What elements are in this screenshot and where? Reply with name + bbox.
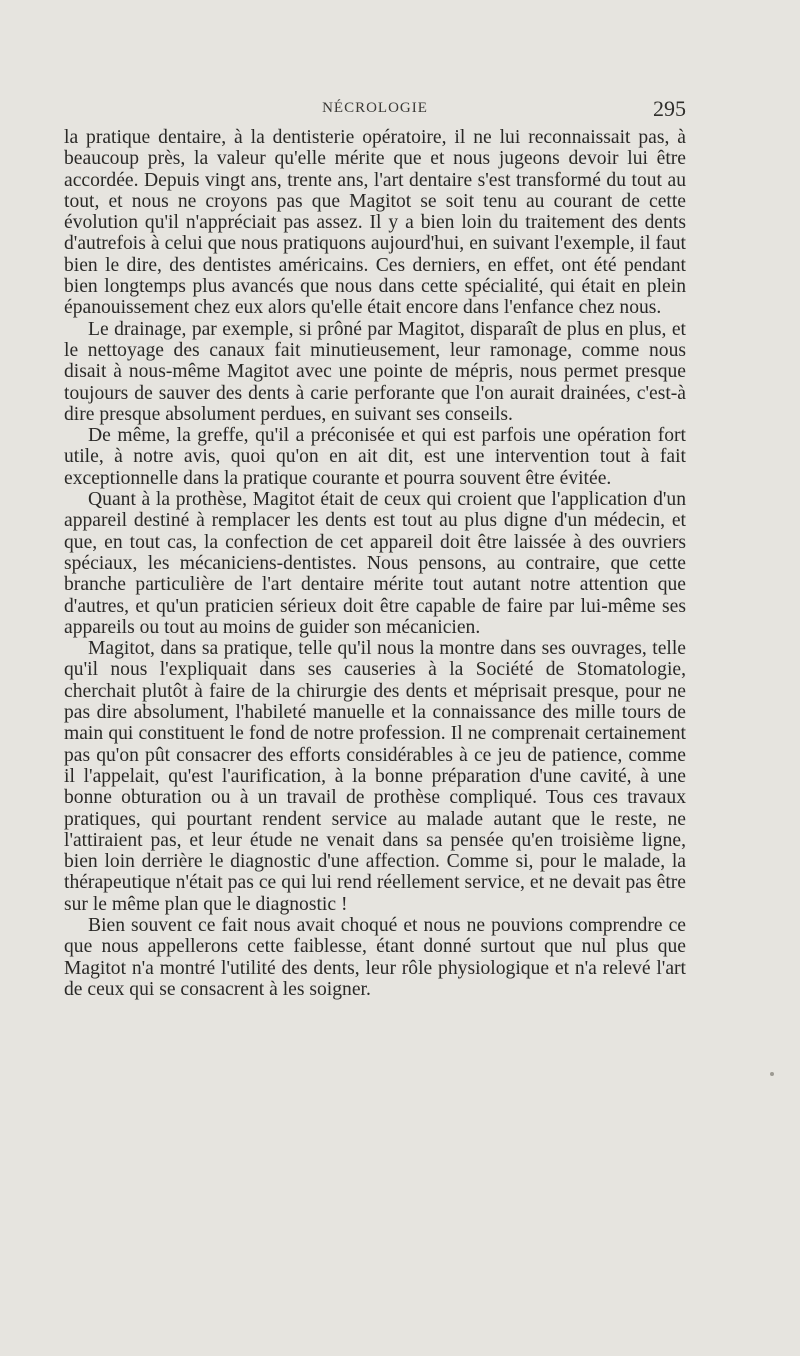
running-head: NÉCROLOGIE <box>322 100 428 116</box>
paper-speck <box>770 1072 774 1076</box>
paragraph-conclusion: Bien souvent ce fait nous avait choqué et nous ne pouvions comprendre ce que nous appellerons cette faiblesse, étant donné surtout que nul plus que Magitot n'a montré l'utilité des dents, leur rôle physiologique et n'a relevé l'art de ceux qui se consacrent à les soigner. <box>64 914 686 1000</box>
body-text <box>64 127 686 1000</box>
paragraph-pratique: Magitot, dans sa pratique, telle qu'il nous la montre dans ses ouvrages, telle qu'il nous l'expliquait dans ses causeries à la Société de Stomatologie, cherchait plutôt à faire de la chirurgie des dents et méprisait presque, pour ne pas dire absolument, l'habileté manuelle et la connaissance des mille tours de main qui constituent le fond de notre profession. Il ne comprenait certainement pas qu'on pût consacrer des efforts considérables à ce jeu de patience, comme il l'appelait, qu'est l'aurification, à la bonne préparation d'une cavité, à une bonne obturation ou à un travail de prothèse compliqué. Tous ces travaux pratiques, qui pourtant rendent service au malade autant que le reste, ne l'attiraient pas, et leur étude ne venait dans sa pensée qu'en troisième ligne, bien loin derrière le diagnostic d'une affection. Comme si, pour le malade, la thérapeutique n'était pas ce qui lui rend réellement service, et ne devait pas être sur le même plan que le diagnostic ! <box>64 638 686 915</box>
paragraph-drainage: Le drainage, par exemple, si prôné par Magitot, disparaît de plus en plus, et le nettoyage des canaux fait minutieusement, leur ramonage, comme nous disait à nous-même Magitot avec une pointe de mépris, nous permet presque toujours de sauver des dents à carie perforante que l'on aurait drainées, c'est-à dire presque absolument perdues, en suivant ses conseils. <box>64 318 686 425</box>
paragraph-prothese: Quant à la prothèse, Magitot était de ceux qui croient que l'application d'un appareil destiné à remplacer les dents est tout au plus digne d'un médecin, et que, en tout cas, la confection de cet appareil doit être laissée à des ouvriers spéciaux, les mécaniciens-dentistes. Nous pensons, au contraire, que cette branche particulière de l'art dentaire mérite tout autant notre attention que d'autres, et qu'un praticien sérieux doit être capable de faire par lui-même ses appareils ou tout au moins de guider son mécanicien. <box>64 489 686 638</box>
paragraph-greffe: De même, la greffe, qu'il a préconisée et qui est parfois une opération fort utile, à notre avis, quoi qu'on en ait dit, est une intervention tout à fait exceptionnelle dans la pratique courante et pourra souvent être évitée. <box>64 425 686 489</box>
paragraph-continued: la pratique dentaire, à la dentisterie opératoire, il ne lui reconnaissait pas, à beaucoup près, la valeur qu'elle mérite que et nous jugeons devoir lui être accordée. Depuis vingt ans, trente ans, l'art dentaire s'est transformé du tout au tout, et nous ne croyons pas que Magitot se soit tenu au courant de cette évolution qu'il n'appréciait pas assez. Il y a bien loin du traitement des dents d'autrefois à celui que nous pratiquons aujourd'hui, en suivant l'exemple, il faut bien le dire, des dentistes américains. Ces derniers, en effet, ont été pendant bien longtemps plus avancés que nous dans cette spécialité, qui était en plein épanouissement chez eux alors qu'elle était encore dans l'enfance chez nous. <box>64 127 686 319</box>
page-number: 295 <box>653 96 686 121</box>
page-header <box>64 96 686 126</box>
